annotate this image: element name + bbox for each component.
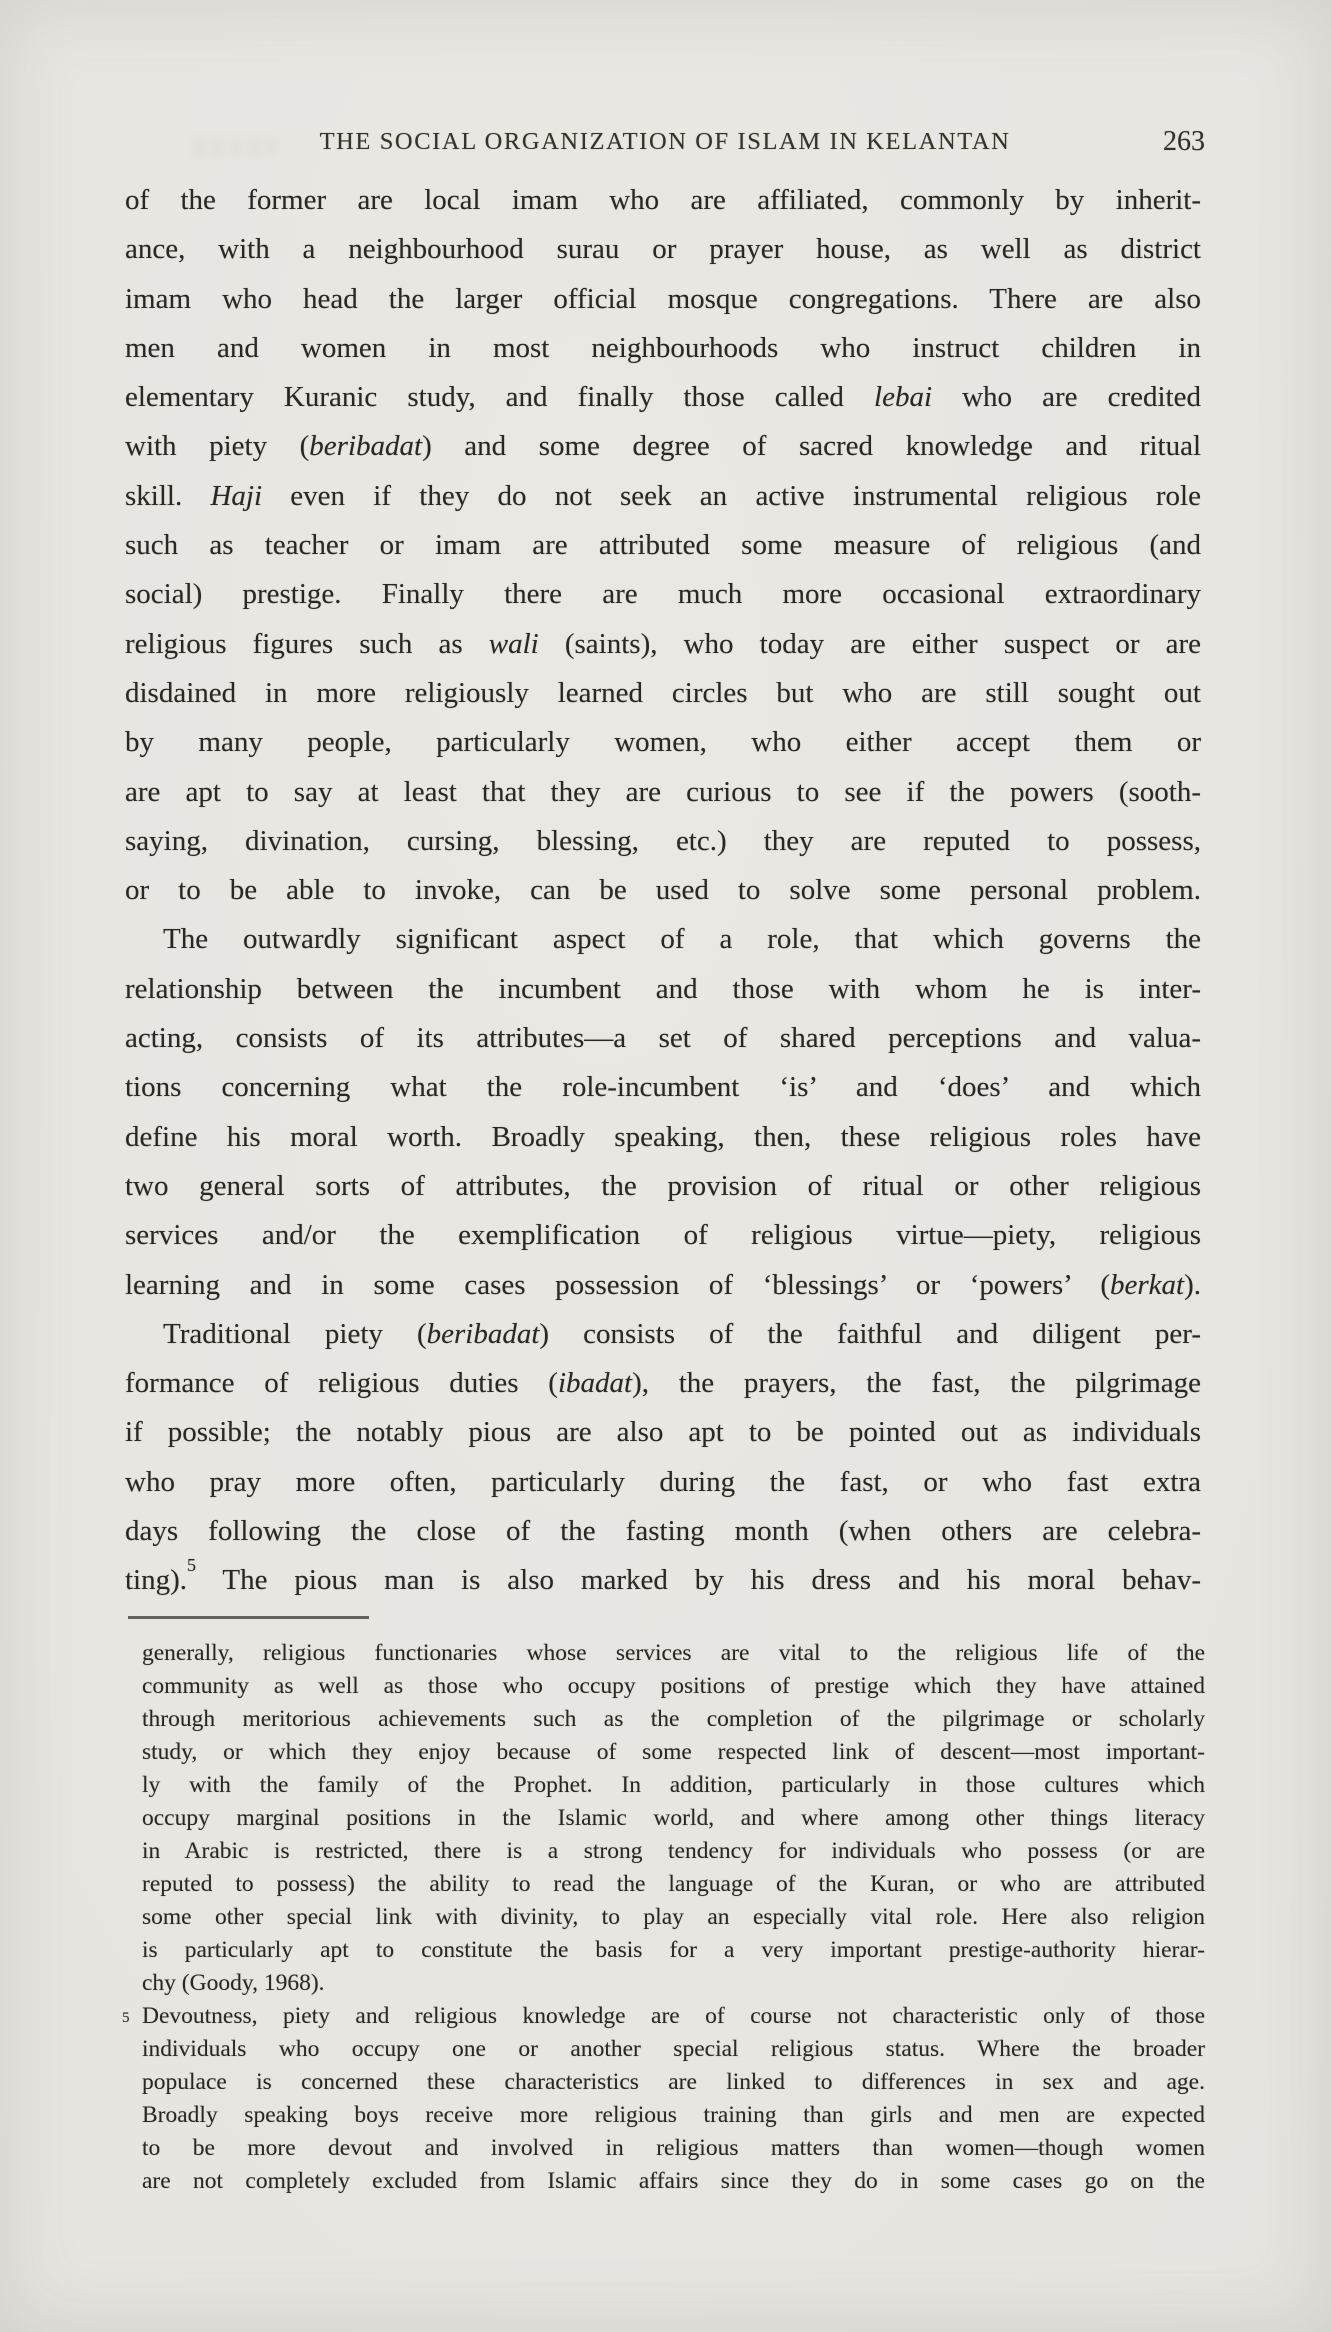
text-line (125, 817, 1201, 866)
text-segment: two general sorts of attributes, the provision of ritual or other religious (125, 1169, 1201, 1202)
page-number: 263 (1163, 126, 1205, 157)
text-segment: men and women in most neighbourhoods who instruct children in (125, 331, 1201, 364)
paragraph (125, 176, 1201, 915)
text-line (125, 275, 1201, 324)
footnotes (122, 1637, 1205, 2198)
text-line (142, 1901, 1205, 1934)
text-line (125, 570, 1201, 619)
text-line (125, 422, 1201, 471)
text-segment: generally, religious functionaries whose services are vital to the religious life of the (142, 1640, 1205, 1666)
text-segment: ) consists of the faithful and diligent per- (539, 1317, 1202, 1350)
text-segment: The outwardly significant aspect of a role, that which governs the (163, 923, 1201, 956)
text-line (125, 1458, 1201, 1507)
text-line (125, 1113, 1201, 1162)
running-header (125, 128, 1205, 172)
text-line (142, 2066, 1205, 2099)
text-segment: individuals who occupy one or another special religious status. Where the broader (142, 2036, 1205, 2062)
text-line (142, 2033, 1205, 2066)
text-segment: skill. (125, 479, 211, 512)
italic-term: ibadat (557, 1367, 633, 1400)
text-segment: chy (Goody, 1968). (142, 1970, 325, 1996)
text-line (125, 1310, 1201, 1359)
text-segment: social) prestige. Finally there are much more occasional extraordinary (125, 578, 1201, 611)
text-line (125, 1408, 1201, 1457)
text-segment: Devoutness, piety and religious knowledge are of course not characteristic only of those (142, 2003, 1205, 2029)
text-line (125, 866, 1201, 915)
text-segment: religious figures such as (125, 627, 489, 660)
text-line (125, 373, 1201, 422)
text-segment: saying, divination, cursing, blessing, etc.) they are reputed to possess, (125, 824, 1201, 857)
text-segment: ly with the family of the Prophet. In addition, particularly in those cultures which (142, 1772, 1205, 1798)
text-line (125, 620, 1201, 669)
text-line (125, 1162, 1201, 1211)
text-line (142, 2132, 1205, 2165)
text-segment: who pray more often, particularly during the fast, or who fast extra (125, 1465, 1201, 1498)
text-segment: Traditional piety ( (163, 1317, 427, 1350)
text-line (142, 1802, 1205, 1835)
footnote-reference: 5 (187, 1554, 197, 1575)
text-segment: relationship between the incumbent and those with whom he is inter- (125, 972, 1201, 1005)
text-segment: of the former are local imam who are affiliated, commonly by inherit- (125, 184, 1201, 216)
text-line (125, 225, 1201, 274)
text-line (125, 965, 1201, 1014)
text-segment: to be more devout and involved in religious matters than women—though women (142, 2135, 1205, 2161)
text-segment: who are credited (932, 381, 1201, 414)
text-segment: ance, with a neighbourhood surau or prayer house, as well as district (125, 233, 1201, 266)
text-segment: days following the close of the fasting month (when others are celebra- (125, 1515, 1201, 1548)
text-line (142, 1868, 1205, 1901)
text-segment: by many people, particularly women, who either accept them or (125, 726, 1201, 759)
text-segment: ), the prayers, the fast, the pilgrimage (632, 1367, 1201, 1400)
text-segment: in Arabic is restricted, there is a strong tendency for individuals who possess (or are (142, 1838, 1205, 1864)
text-line (125, 1063, 1201, 1112)
text-line (142, 1769, 1205, 1802)
text-segment: is particularly apt to constitute the basis for a very important prestige-authority hierar- (142, 1937, 1205, 1963)
italic-term: berkat (1109, 1268, 1185, 1301)
text-segment: disdained in more religiously learned circles but who are still sought out (125, 676, 1201, 709)
italic-term: Haji (210, 479, 263, 512)
text-line (142, 1934, 1205, 1967)
text-line (125, 324, 1201, 373)
text-segment: learning and in some cases possession of ‘blessings’ or ‘powers’ ( (125, 1268, 1110, 1301)
text-line (125, 472, 1201, 521)
footnote-marker: 5 (122, 2010, 130, 2026)
text-line (125, 176, 1201, 225)
footnote-separator (128, 1616, 369, 1619)
text-line (142, 1967, 1205, 2000)
text-segment: (saints), who today are either suspect or are (538, 627, 1201, 660)
text-segment: are not completely excluded from Islamic affairs since they do in some cases go on the (142, 2168, 1205, 2194)
text-segment: study, or which they enjoy because of some respected link of descent—most important- (142, 1739, 1205, 1765)
text-line (122, 2000, 1205, 2033)
italic-term: beribadat (426, 1317, 540, 1350)
text-line (125, 1261, 1201, 1310)
body-text (125, 176, 1201, 1606)
text-segment: or to be able to invoke, can be used to solve some personal problem. (125, 874, 1201, 907)
text-segment: elementary Kuranic study, and finally those called (125, 381, 875, 414)
text-segment: services and/or the exemplification of religious virtue—piety, religious (125, 1219, 1201, 1252)
text-segment: are apt to say at least that they are curious to see if the powers (sooth- (125, 775, 1201, 808)
text-line (125, 521, 1201, 570)
text-line (125, 669, 1201, 718)
text-segment: such as teacher or imam are attributed some measure of religious (and (125, 529, 1201, 562)
text-segment: tions concerning what the role-incumbent ‘is’ and ‘does’ and which (125, 1071, 1201, 1104)
italic-term: wali (488, 627, 539, 660)
text-segment: ). (1184, 1268, 1201, 1301)
text-line (125, 1211, 1201, 1260)
text-line (142, 1670, 1205, 1703)
paragraph (125, 915, 1201, 1309)
text-line (142, 2099, 1205, 2132)
text-line (125, 768, 1201, 817)
text-segment: The pious man is also marked by his dress and his moral behav- (196, 1564, 1201, 1597)
text-line (125, 1359, 1201, 1408)
italic-term: lebai (874, 381, 933, 414)
text-line (142, 1736, 1205, 1769)
text-segment: acting, consists of its attributes—a set of shared perceptions and valua- (125, 1022, 1201, 1055)
text-line (142, 1703, 1205, 1736)
text-line (142, 2165, 1205, 2198)
text-line (125, 1014, 1201, 1063)
text-segment: with piety ( (125, 430, 310, 463)
text-segment: through meritorious achievements such as the completion of the pilgrimage or scholarly (142, 1706, 1205, 1732)
text-segment: even if they do not seek an active instrumental religious role (262, 479, 1201, 512)
text-line (125, 718, 1201, 767)
text-segment: Broadly speaking boys receive more religious training than girls and men are expected (142, 2102, 1205, 2128)
text-line (142, 1835, 1205, 1868)
text-segment: if possible; the notably pious are also apt to be pointed out as individuals (125, 1416, 1201, 1449)
text-segment: imam who head the larger official mosque congregations. There are also (125, 282, 1201, 315)
text-line (125, 915, 1201, 964)
running-header-title: THE SOCIAL ORGANIZATION OF ISLAM IN KELANTAN (319, 128, 1011, 155)
text-segment: community as well as those who occupy positions of prestige which they have attained (142, 1673, 1205, 1699)
text-segment: formance of religious duties ( (125, 1367, 558, 1400)
footnote (142, 1637, 1205, 2000)
text-line (125, 1556, 1201, 1605)
text-line (142, 1637, 1205, 1670)
text-segment: ) and some degree of sacred knowledge and ritual (422, 430, 1201, 463)
text-segment: occupy marginal positions in the Islamic world, and where among other things literacy (142, 1805, 1205, 1831)
italic-term: beribadat (309, 430, 423, 463)
text-segment: define his moral worth. Broadly speaking, then, these religious roles have (125, 1120, 1201, 1153)
paragraph (125, 1310, 1201, 1606)
text-line (125, 1507, 1201, 1556)
text-segment: populace is concerned these characteristics are linked to differences in sex and age. (142, 2069, 1205, 2095)
footnote (122, 2000, 1205, 2198)
text-segment: reputed to possess) the ability to read the language of the Kuran, or who are attributed (142, 1871, 1205, 1897)
text-segment: some other special link with divinity, to play an especially vital role. Here also religion (142, 1904, 1205, 1930)
text-segment: ting). (125, 1564, 188, 1597)
